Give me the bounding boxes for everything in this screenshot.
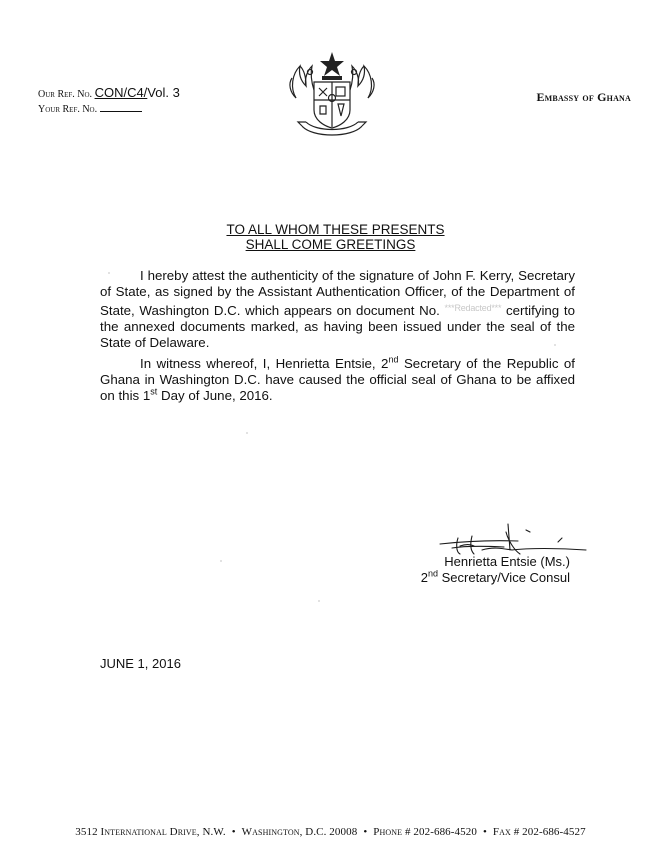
footer-contact [0, 826, 661, 838]
witness-sup-st: st [150, 386, 158, 397]
our-ref-volume: Vol. 3 [147, 85, 180, 100]
witness-paragraph [100, 356, 575, 404]
bullet-icon: • [363, 826, 368, 838]
our-ref-label: Our Ref. No. [38, 89, 93, 100]
ghana-coat-of-arms-emblem [282, 48, 382, 140]
our-ref-line [38, 86, 180, 102]
footer-address: 3512 International Drive, N.W. [75, 826, 226, 838]
footer-city: Washington, D.C. 20008 [241, 826, 358, 838]
bullet-icon: • [482, 826, 487, 838]
footer-fax: Fax # 202-686-4527 [492, 826, 586, 838]
scan-speck [108, 272, 110, 274]
document-date: JUNE 1, 2016 [100, 656, 181, 671]
reference-block [38, 86, 180, 117]
heading-line-1: TO ALL WHOM THESE PRESENTS [226, 222, 445, 237]
scan-speck [220, 560, 222, 562]
your-ref-line [38, 102, 180, 117]
bullet-icon: • [231, 826, 236, 838]
witness-text-c: Day of June, 2016. [161, 388, 273, 403]
signer-title-sup: nd [427, 568, 438, 579]
witness-text-b: Secretary of the Republic of Ghana in Washington D.C. have caused the official seal of Ghana to be affixed on this 1 [100, 356, 576, 403]
signer-title-text: Secretary/Vice Consul [441, 570, 570, 585]
signer-block [418, 554, 570, 586]
document-heading [0, 222, 661, 252]
witness-text-a: In witness whereof, I, Henrietta Entsie, 2 [140, 356, 389, 371]
attestation-text-b: certifying to the annexed documents marked, as having been issued under the seal of the State of Delaware. [100, 303, 575, 350]
attestation-paragraph [100, 268, 575, 351]
signer-title-number: 2 [420, 570, 428, 585]
scan-speck [554, 344, 556, 346]
scan-speck [318, 600, 320, 602]
attestation-text-a: I hereby attest the authenticity of the signature of John F. Kerry, Secretary of State, as signed by the Assistant Authentication Officer, of the Department of State, Washington D.C. which appears on document No. [100, 268, 575, 318]
signer-name: Henrietta Entsie (Ms.) [444, 554, 570, 569]
witness-sup-nd: nd [388, 354, 399, 365]
embassy-name: Embassy of Ghana [536, 90, 631, 104]
redacted-document-number: ***Redacted*** [444, 303, 502, 313]
heading-line-2: SHALL COME GREETINGS [245, 237, 416, 252]
your-ref-blank [100, 102, 142, 112]
footer-phone: Phone # 202-686-4520 [373, 826, 477, 838]
your-ref-label: Your Ref. No. [38, 104, 98, 115]
scan-speck [246, 432, 248, 434]
our-ref-value: CON/C4/ [94, 85, 148, 100]
signer-title [418, 570, 570, 586]
